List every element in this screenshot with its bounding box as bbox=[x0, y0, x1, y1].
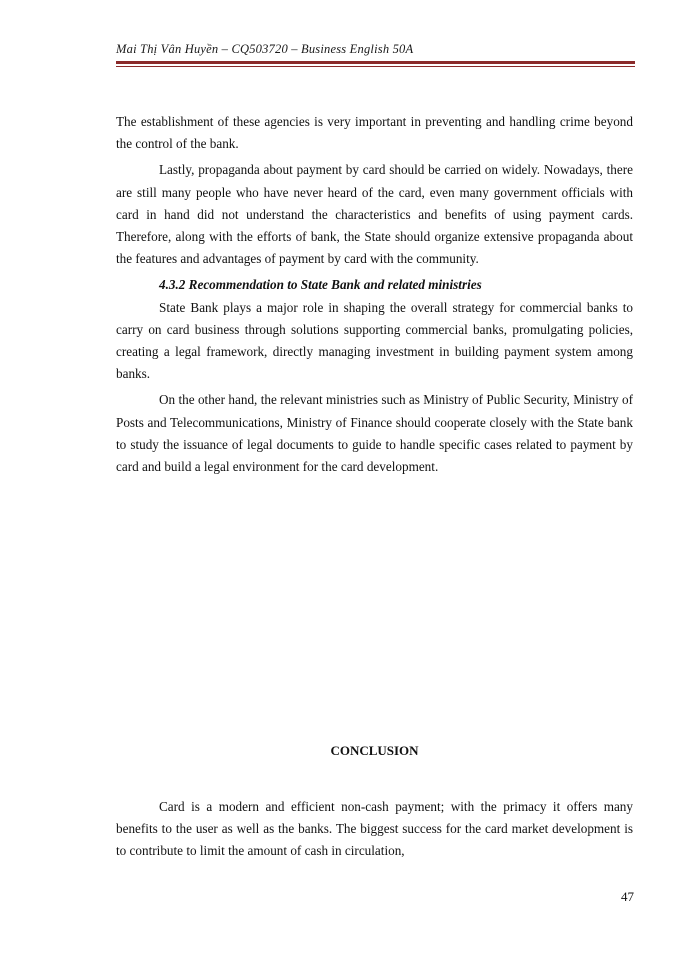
paragraph: Lastly, propaganda about payment by card should be carried on widely. Nowadays, there are still many people who have never heard of the card, even many government officials with card in hand did not understand the characteristics and benefits of using payment cards. Therefore, along with the efforts of bank, the State should organize extensive propaganda about the features and advantages of payment by card with the community. bbox=[116, 162, 633, 267]
header-rule-thin bbox=[116, 66, 635, 67]
paragraph: State Bank plays a major role in shaping the overall strategy for commercial banks to carry on card business through solutions supporting commercial banks, promulgating policies, creating a legal framework, directly managing investment in building payment system among banks. bbox=[116, 299, 633, 382]
paragraph: The establishment of these agencies is very important in preventing and handling crime beyond the control of the bank. bbox=[116, 114, 633, 152]
section-heading: 4.3.2 Recommendation to State Bank and related ministries bbox=[159, 277, 482, 293]
paragraph: On the other hand, the relevant ministries such as Ministry of Public Security, Ministry of Posts and Telecommunications, Ministry of Finance should cooperate closely with the State bank to study the issuance of legal documents to guide to handle specific cases related to payment by card and build a legal environment for the card development. bbox=[116, 392, 633, 475]
conclusion-title: CONCLUSION bbox=[330, 743, 419, 758]
page-number: 47 bbox=[621, 889, 634, 904]
header-rule-thick bbox=[116, 61, 635, 64]
conclusion-paragraph: Card is a modern and efficient non-cash payment; with the primacy it offers many benefits to the user as well as the banks. The biggest success for the card market development is to contribute to limit the amount of cash in circulation, bbox=[116, 799, 633, 859]
running-header: Mai Thị Vân Huyền – CQ503720 – Business English 50A bbox=[116, 42, 414, 56]
main-body bbox=[116, 111, 633, 482]
